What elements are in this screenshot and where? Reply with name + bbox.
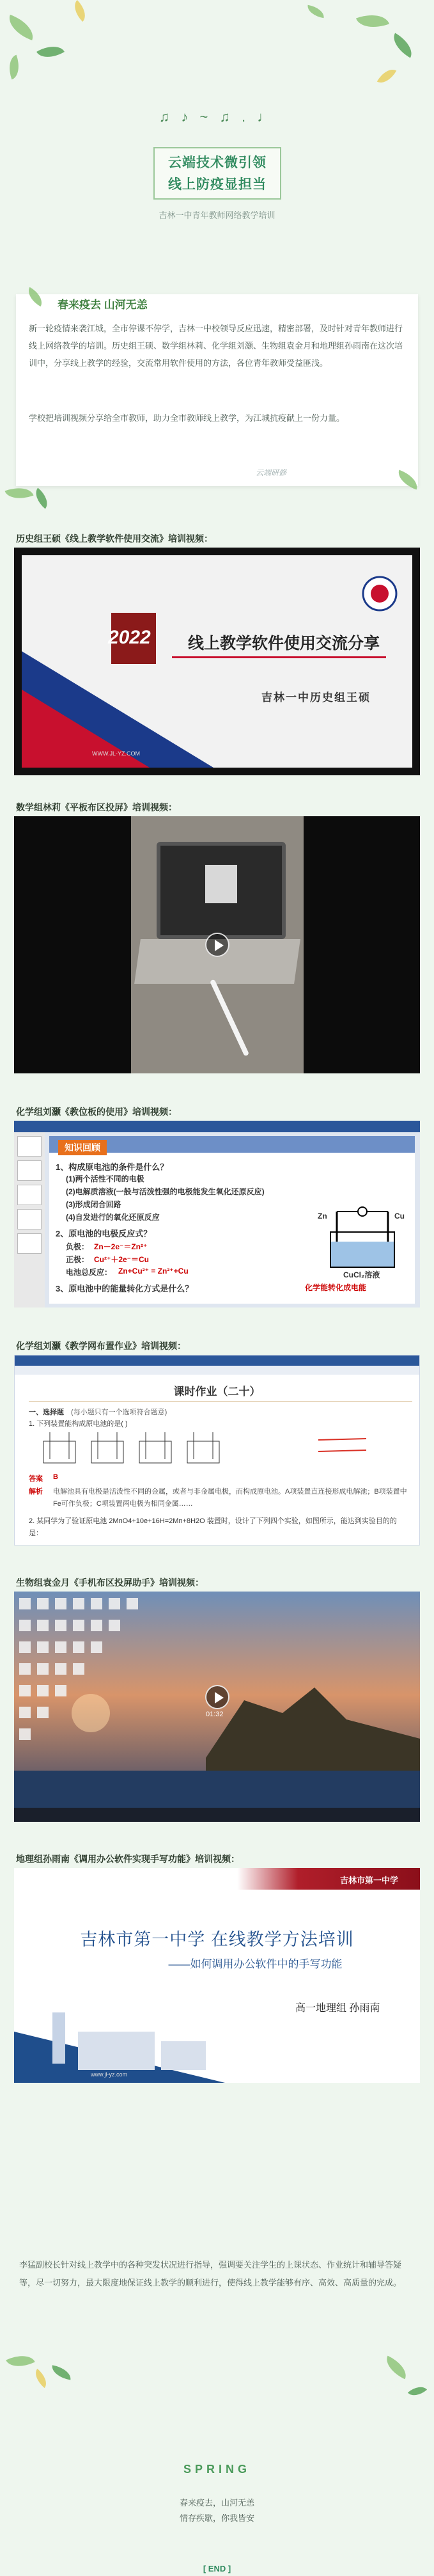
closing-line-2: 情存疾歇，你我皆安: [179, 2513, 254, 2523]
chem-answer: 化学能转化成电能: [305, 1283, 367, 1292]
electrolyte-label: CuCl₂溶液: [343, 1270, 380, 1279]
closing-spring-title: SPRING: [183, 2463, 251, 2476]
analysis-text: 电解池具有电极是活泼性不同的金属，或者与非金属电极，而构成原电池。A项装置直连接形成电解池；B项装置中Fe可作负极；C项装置两电极为相同金属……: [53, 1488, 407, 1508]
slide-divider: [172, 656, 386, 658]
leaf-icon: [382, 2356, 411, 2380]
app-toolbar: [15, 1366, 419, 1375]
play-button[interactable]: [205, 933, 229, 957]
chem-pos-label: 正极：: [66, 1255, 89, 1264]
section-label-biology: 生物组袁金月《手机布区投屏助手》培训视频：: [16, 1577, 204, 1588]
screen-qr-code: [205, 865, 237, 903]
banner-line-2: 线上防疫显担当: [168, 177, 267, 192]
video-player-chem-board[interactable]: [14, 1121, 420, 1308]
video-player-biology[interactable]: [14, 1592, 420, 1822]
apparatus-diagrams: [40, 1430, 232, 1468]
slide-year: 2022: [108, 627, 151, 648]
section-label-math: 数学组林莉《平板布区投屏》培训视频：: [16, 802, 177, 812]
geo-slide-subtitle: ——如何调用办公软件中的手写功能: [168, 1958, 343, 1970]
leaf-icon: [31, 487, 53, 509]
chem-question-3: 3、原电池中的能量转化方式是什么？: [56, 1284, 194, 1293]
geo-slide-url: www.jl-yz.com: [91, 2071, 128, 2078]
analysis-label: 解析: [29, 1488, 43, 1496]
banner-line-1: 云端技术微引领: [168, 155, 267, 170]
electrode-zn: Zn: [318, 1212, 327, 1221]
electrode-cu: Cu: [394, 1212, 405, 1221]
chem-item-1: (1)两个活性不同的电极: [66, 1174, 144, 1183]
music-notes: ♫ ♪ ~ ♫ . ♩: [159, 109, 275, 125]
geo-slide-title: 吉林市第一中学 在线教学方法培训: [80, 1930, 354, 1949]
leaf-icon: [69, 0, 91, 22]
chem-question-2: 2、原电池的电极反应式？: [56, 1229, 152, 1238]
leaf-icon: [50, 2365, 73, 2380]
slide-history-shapes: [22, 555, 412, 768]
leaf-icon: [36, 40, 65, 64]
title-banner: [153, 147, 281, 200]
leaf-icon: [408, 2382, 427, 2401]
video-player-geography[interactable]: [14, 1868, 420, 2083]
stylus-pen: [210, 979, 249, 1056]
section-label-chem-board: 化学组刘灏《教位板的使用》培训视频：: [16, 1107, 177, 1117]
chem-item-2: (2)电解质溶液(一般与活泼性强的电极能发生氧化还原反应): [66, 1187, 265, 1196]
question-1: 1. 下列装置能构成原电池的是( ): [29, 1420, 128, 1428]
question-note: (每小题只有一个选项符合题意): [71, 1409, 167, 1416]
end-tag: [ END ]: [203, 2564, 231, 2573]
intro-paragraph-2: 学校把培训视频分享给全市教师，助力全市教师线上教学，为江城抗疫献上一份力量。: [29, 413, 345, 423]
desktop-icon-grid: [18, 1597, 165, 1763]
intro-paragraph-1: 新一轮疫情来袭江城，全市停课不停学，吉林一中校领导反应迅速，精密部署，及时针对青年教师进行线上网络教学的培训。历史组王硕、数学组林莉、化学组刘灏、生物组袁金月和地理组孙雨南在这次培训中，分享线上教学的经验，交流常用软件使用的方法，各位青年教师受益匪浅。: [29, 324, 403, 368]
chem-item-4: (4)自发进行的氧化还原反应: [66, 1213, 160, 1222]
video-player-math[interactable]: [14, 816, 420, 1073]
galvanic-cell-diagram: [318, 1206, 407, 1277]
leaf-icon: [6, 2350, 35, 2373]
slide-history: [22, 555, 412, 768]
question-2: 2. 某同学为了验证原电池 2MnO4+10e+16H=2Mn+8H2O 装置时，设计了下列四个实验，如图所示，能达到实验目的的是：: [29, 1517, 397, 1537]
leaf-icon: [356, 8, 389, 34]
leaf-icon: [306, 5, 325, 19]
intro-heading: 春来疫去 山河无恙: [58, 299, 148, 311]
desktop-icons: [18, 1597, 165, 1763]
header-subtitle: 吉林一中青年教师网络教学培训: [159, 210, 275, 220]
play-button[interactable]: [205, 1685, 229, 1709]
video-player-chem-homework[interactable]: [14, 1355, 420, 1545]
chem-neg-eq: Zn－2e⁻＝Zn²⁺: [94, 1242, 148, 1251]
ppt-thumbnail-pane: [14, 1132, 45, 1308]
slide-presenter: 吉林一中历史组王硕: [261, 691, 371, 704]
section-label-history: 历史组王硕《线上教学软件使用交流》培训视频：: [16, 533, 213, 544]
slide-url: WWW.JL-YZ.COM: [92, 750, 140, 757]
question-section-label: 一、选择题: [29, 1409, 64, 1416]
chem-pos-eq: Cu²⁺＋2e⁻＝Cu: [94, 1255, 150, 1264]
app-title-bar: [15, 1355, 419, 1366]
section-label-geography: 地理组孙雨南《调用办公软件实现手写功能》培训视频：: [16, 1854, 240, 1864]
chem-total-label: 电池总反应：: [66, 1268, 112, 1277]
answer-value: B: [53, 1473, 58, 1481]
chem-neg-label: 负极：: [66, 1242, 89, 1251]
homework-title: 课时作业（二十）: [173, 1386, 261, 1398]
leaf-icon: [377, 65, 397, 88]
video-player-history[interactable]: [14, 548, 420, 775]
chem-question-1: 1、构成原电池的条件是什么？: [56, 1162, 169, 1172]
stamp-text: 云端研修: [256, 468, 287, 477]
leaf-icon: [4, 55, 24, 80]
chem-total-eq: Zn+Cu²⁺ = Zn²⁺+Cu: [118, 1267, 189, 1276]
chem-item-3: (3)形成闭合回路: [66, 1200, 121, 1209]
slide-heading: 知识回顾: [58, 1140, 107, 1155]
slide-title: 线上教学软件使用交流分享: [188, 635, 380, 652]
leaf-icon: [4, 15, 38, 40]
geo-slide-presenter: 高一地理组 孙雨南: [295, 2003, 380, 2014]
taskbar: [14, 1808, 420, 1822]
laptop-screen: [157, 842, 286, 939]
school-logo-text: 吉林市第一中学: [340, 1876, 399, 1885]
video-time: 01:32: [206, 1711, 224, 1718]
section-label-chem-homework: 化学组刘灏《教学网布置作业》培训视频：: [16, 1341, 186, 1351]
ppt-title-bar: [14, 1121, 420, 1132]
leaf-icon: [388, 33, 417, 58]
chem-slide: [49, 1136, 415, 1304]
leaf-icon: [31, 2369, 51, 2388]
summary-paragraph: 李猛副校长针对线上教学中的各种突发状况进行指导，强调要关注学生的上课状态、作业统计和辅导答疑等，尽一切努力，最大限度地保证线上教学的顺利进行，使得线上教学能够有序、高效、高质量的完成。: [19, 2260, 402, 2288]
answer-label: 答案: [29, 1475, 43, 1483]
annotation-strokes: [315, 1432, 373, 1458]
closing-line-1: 春来疫去，山河无恙: [179, 2498, 254, 2508]
